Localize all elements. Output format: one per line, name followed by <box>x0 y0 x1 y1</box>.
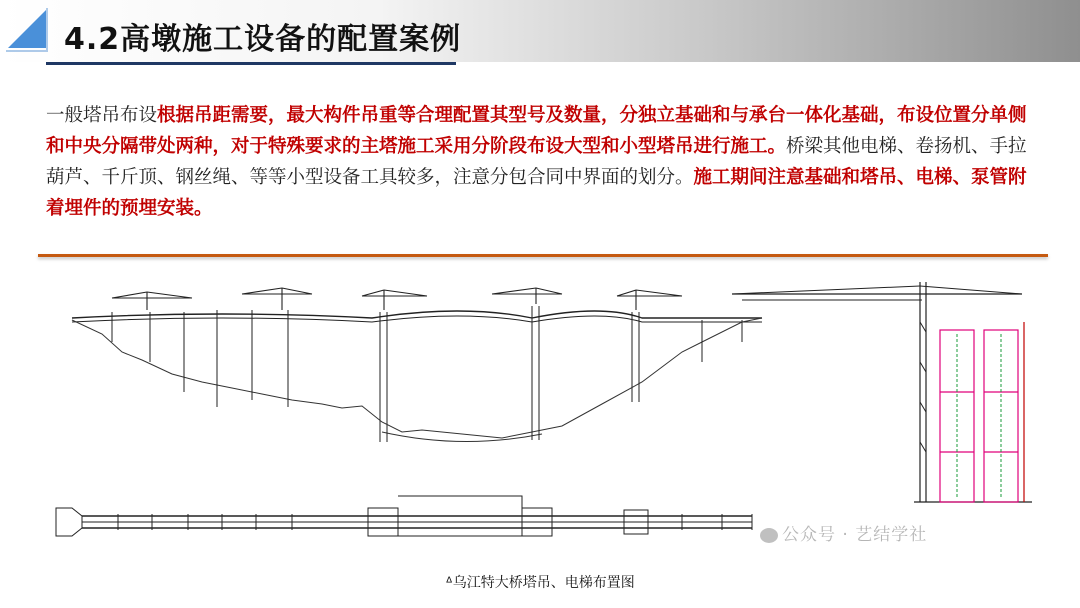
title-underline <box>46 62 456 65</box>
wechat-icon <box>760 528 778 543</box>
paragraph-segment-highlight: 根据吊距需要，最大构件吊重等合理配置其型号及数量，分独立基础和与承台一体化基础，布设位置分单侧和中央分隔带处两种，对于特殊要求的主塔施工采用分阶段布设大型和小型塔吊进行施工。 <box>46 105 1027 157</box>
plan-view <box>56 496 752 536</box>
drawing-svg <box>42 282 1042 552</box>
figure-caption: ᐞ乌江特大桥塔吊、电梯布置图 <box>445 575 635 591</box>
section-divider <box>38 254 1048 257</box>
bridge-piers <box>112 306 742 442</box>
watermark <box>760 520 927 545</box>
tower-cranes <box>112 288 682 310</box>
page-title: 4.2高墩施工设备的配置案例 <box>64 22 462 57</box>
slide-header <box>0 0 1080 64</box>
paragraph-segment-highlight: 施工期间注意基础和塔吊、电梯、泵管附着埋件的预埋安装。 <box>46 167 1027 219</box>
pylon-elevations <box>940 330 1018 502</box>
bridge-crane-layout-drawing <box>42 282 1042 552</box>
watermark-text: 公众号 · 艺结学社 <box>782 525 928 545</box>
paragraph-segment: 一般塔吊布设 <box>46 105 158 126</box>
paragraph-segment: 桥梁其他电梯、卷扬机、手拉葫芦、千斤顶、钢丝绳、等等小型设备工具较多，注意分包合同中界面的划分。 <box>46 136 1027 188</box>
body-paragraph <box>46 100 1036 224</box>
triangle-logo-icon <box>8 10 46 48</box>
